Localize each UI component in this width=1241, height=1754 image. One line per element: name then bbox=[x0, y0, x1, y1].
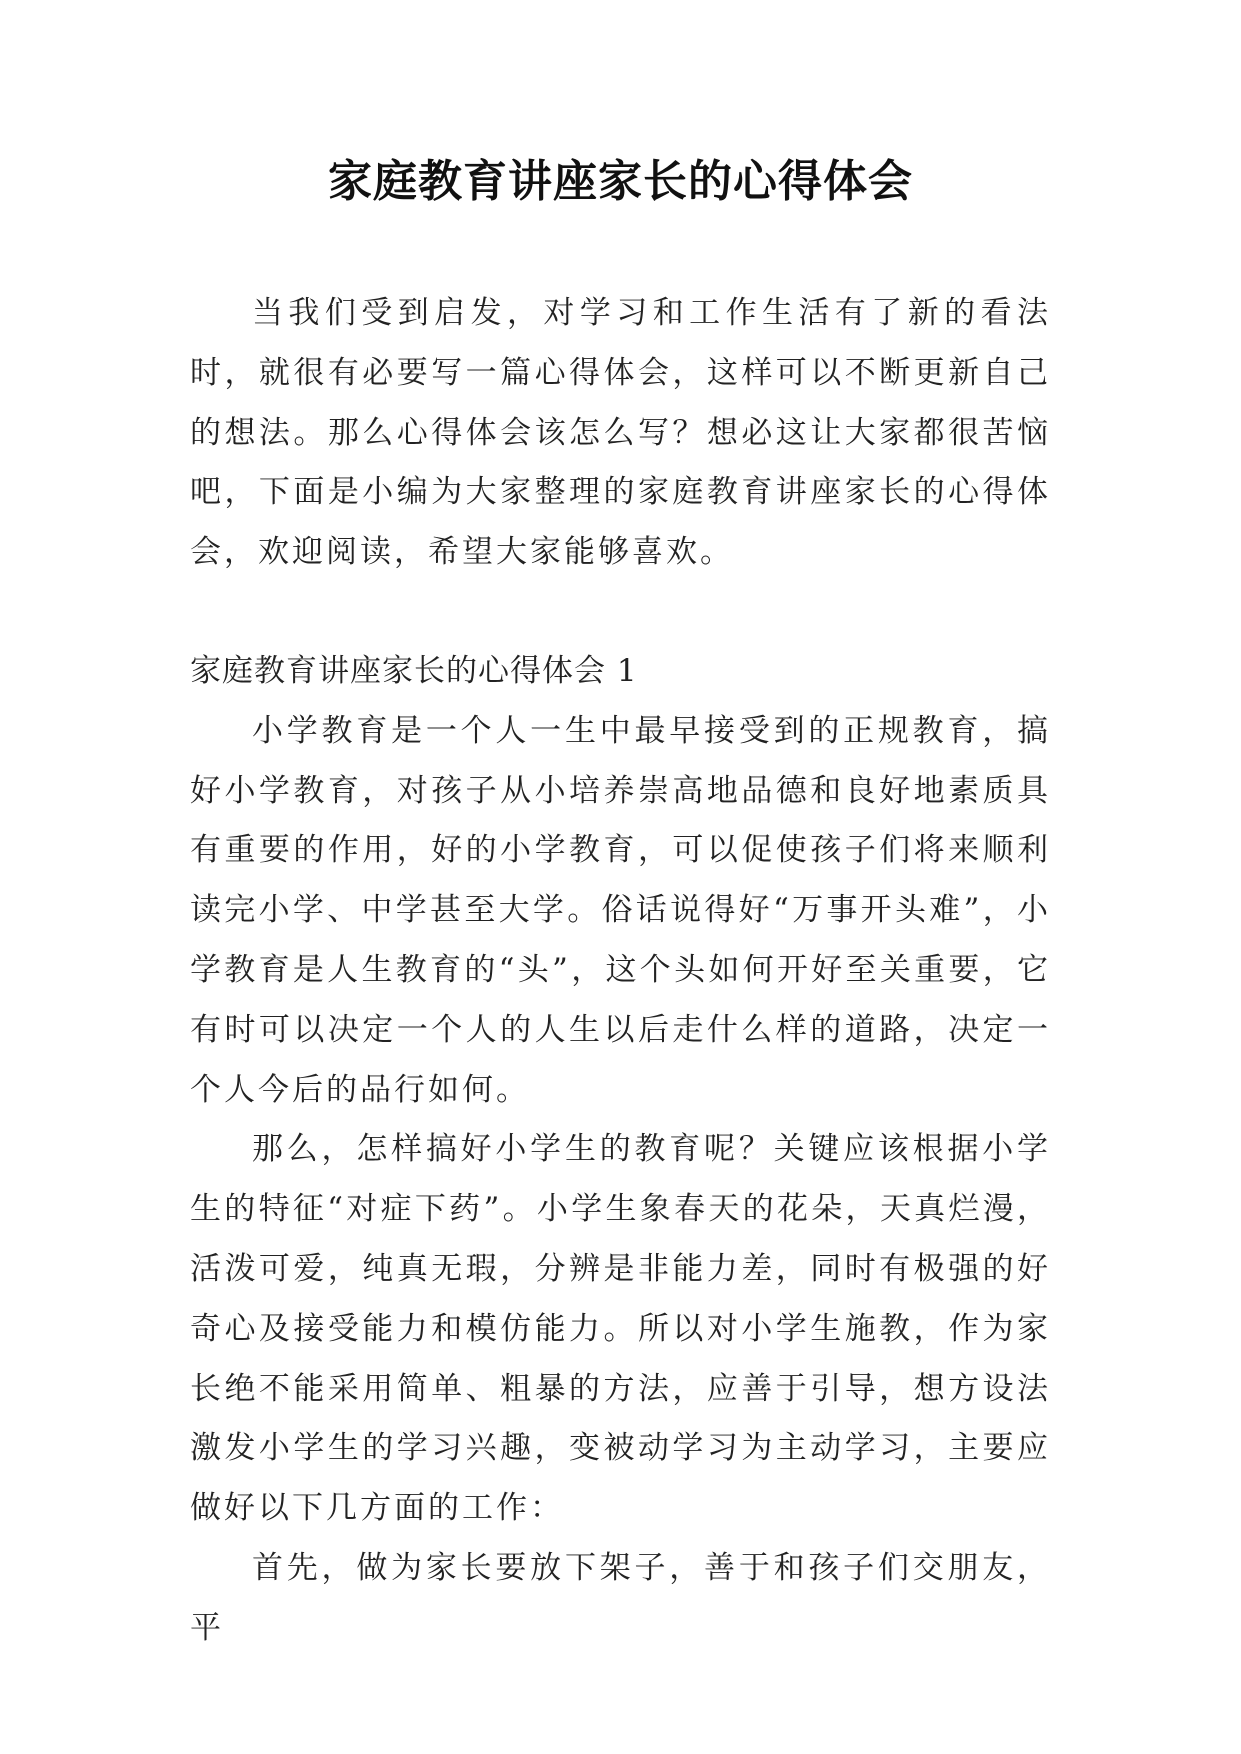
body-paragraph: 那么，怎样搞好小学生的教育呢？关键应该根据小学生的特征“对症下药”。小学生象春天的花朵，天真烂漫，活泼可爱，纯真无瑕，分辨是非能力差，同时有极强的好奇心及接受能力和模仿能力。所以对小学生施教，作为家长绝不能采用简单、粗暴的方法，应善于引导，想方设法激发小学生的学习兴趣，变被动学习为主动学习，主要应做好以下几方面的工作： bbox=[190, 1131, 1051, 1527]
document-body bbox=[190, 284, 1051, 1659]
paragraph-gap bbox=[190, 583, 1051, 642]
document-title: 家庭教育讲座家长的心得体会 bbox=[328, 156, 913, 207]
body-paragraph: 小学教育是一个人一生中最早接受到的正规教育，搞好小学教育，对孩子从小培养崇高地品德和良好地素质具有重要的作用，好的小学教育，可以促使孩子们将来顺利读完小学、中学甚至大学。俗话说得好“万事开头难”，小学教育是人生教育的“头”，这个头如何开好至关重要，它有时可以决定一个人的人生以后走什么样的道路，决定一个人今后的品行如何。 bbox=[190, 712, 1051, 1108]
intro-paragraph: 当我们受到启发，对学习和工作生活有了新的看法时，就很有必要写一篇心得体会，这样可以不断更新自己的想法。那么心得体会该怎么写？想必这让大家都很苦恼吧，下面是小编为大家整理的家庭教育讲座家长的心得体会，欢迎阅读，希望大家能够喜欢。 bbox=[190, 295, 1051, 571]
section-heading: 家庭教育讲座家长的心得体会 1 bbox=[190, 652, 638, 689]
body-paragraph: 首先，做为家长要放下架子，善于和孩子们交朋友，平 bbox=[190, 1549, 1051, 1646]
